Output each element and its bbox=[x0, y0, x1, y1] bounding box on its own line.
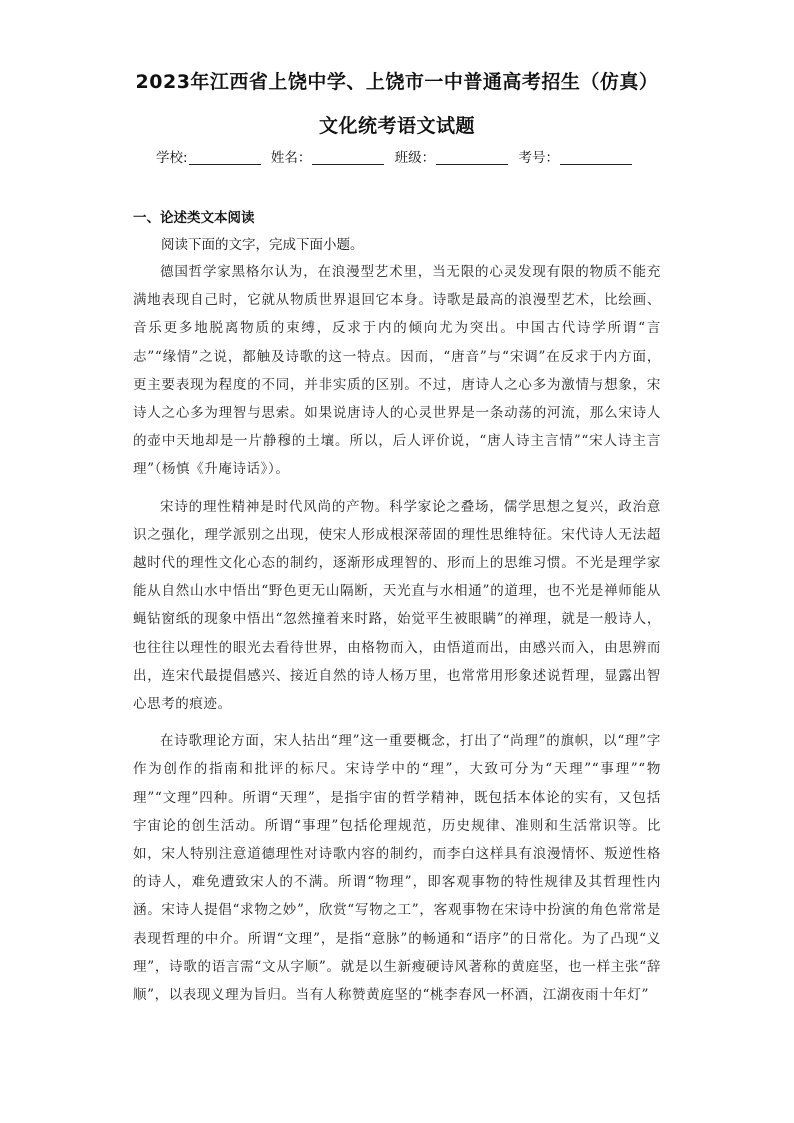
section-instruction: 阅读下面的文字，完成下面小题。 bbox=[161, 237, 364, 253]
exam-title-line2: 文化统考语文试题 bbox=[318, 115, 475, 137]
class-field[interactable] bbox=[395, 150, 511, 166]
class-blank[interactable] bbox=[436, 150, 508, 165]
name-blank[interactable] bbox=[312, 150, 384, 165]
student-info-row bbox=[100, 146, 694, 166]
exam-title-line1: 2023年江西省上饶中学、上饶市一中普通高考招生（仿真） bbox=[135, 71, 659, 93]
section-heading: 一、论述类文本阅读 bbox=[133, 210, 255, 226]
exam-number-label: 考号： bbox=[518, 150, 559, 166]
name-field[interactable] bbox=[271, 150, 387, 166]
school-label: 学校: bbox=[156, 150, 188, 166]
reading-passage bbox=[133, 258, 661, 1018]
exam-number-field[interactable] bbox=[518, 150, 634, 166]
school-field[interactable] bbox=[156, 150, 263, 166]
exam-number-blank[interactable] bbox=[560, 150, 632, 165]
name-label: 姓名： bbox=[270, 150, 312, 166]
passage-paragraph: 宋诗的理性精神是时代风尚的产物。科学家论之叠场，儒学思想之复兴，政治意识之强化，理学派别之出现，使宋人形成根深蒂固的理性思维特征。宋代诗人无法超越时代的理性文化心态的制约，逐渐形成理智的、形而上的思维习惯。不光是理学家能从自然山水中悟出“野色更无山隔断，天光直与水相通”的道理，也不光是禅师能从蝇钻窗纸的现象中悟出“忽然撞着来时路，始觉平生被眼瞒”的禅理，就是一般诗人，也往往以理性的眼光去看待世界，由格物而入，由悟道而出，由感兴而入，由思辨而出，连宋代最提倡感兴、接近自然的诗人杨万里，也常常用形象述说哲理，显露出智心思考的痕迹。 bbox=[133, 498, 661, 713]
passage-paragraph: 德国哲学家黑格尔认为，在浪漫型艺术里，当无限的心灵发现有限的物质不能充满地表现自己时，它就从物质世界退回它本身。诗歌是最高的浪漫型艺术，比绘画、音乐更多地脱离物质的束缚，反求于内的倾向尤为突出。中国古代诗学所谓“言志”“缘情”之说，都触及诗歌的这一特点。因而，“唐音”与“宋调”在反求于内方面，更主要表现为程度的不同，并非实质的区别。不过，唐诗人之心多为激情与想象，宋诗人之心多为理智与思索。如果说唐诗人的心灵世界是一条动荡的河流，那么宋诗人的壶中天地却是一片静穆的土壤。所以，后人评价说，“唐人诗主言情”“宋人诗主言理”（杨慎《升庵诗话》）。 bbox=[133, 264, 661, 478]
class-label: 班级： bbox=[394, 150, 436, 166]
school-blank[interactable] bbox=[189, 150, 261, 165]
passage-paragraph: 在诗歌理论方面，宋人拈出“理”这一重要概念，打出了“尚理”的旗帜，以“理”字作为创作的指南和批评的标尺。宋诗学中的“理”，大致可分为“天理”“事理”“物理”“文理”四种。所谓“天理”，是指宇宙的哲学精神，既包括本体论的实有，又包括宇宙论的创生活动。所谓“事理”包括伦理规范，历史规律、准则和生活常识等。比如，宋人特别注意道德理性对诗歌内容的制约，而李白这样具有浪漫情怀、叛逆性格的诗人，难免遭致宋人的不满。所谓“物理”，即客观事物的特性规律及其哲理性内涵。宋诗人提倡“求物之妙”，欣赏“写物之工”，客观事物在宋诗中扮演的角色常常是表现哲理的中介。所谓“文理”，是指“意脉”的畅通和“语序”的日常化。为了凸现“义理”，诗歌的语言需“文从字顺”。就是以生新瘦硬诗风著称的黄庭坚，也一样主张“辞顺”，以表现义理为旨归。当有人称赞黄庭坚的“桃李春风一杯酒，江湖夜雨十年灯” bbox=[133, 733, 661, 1004]
